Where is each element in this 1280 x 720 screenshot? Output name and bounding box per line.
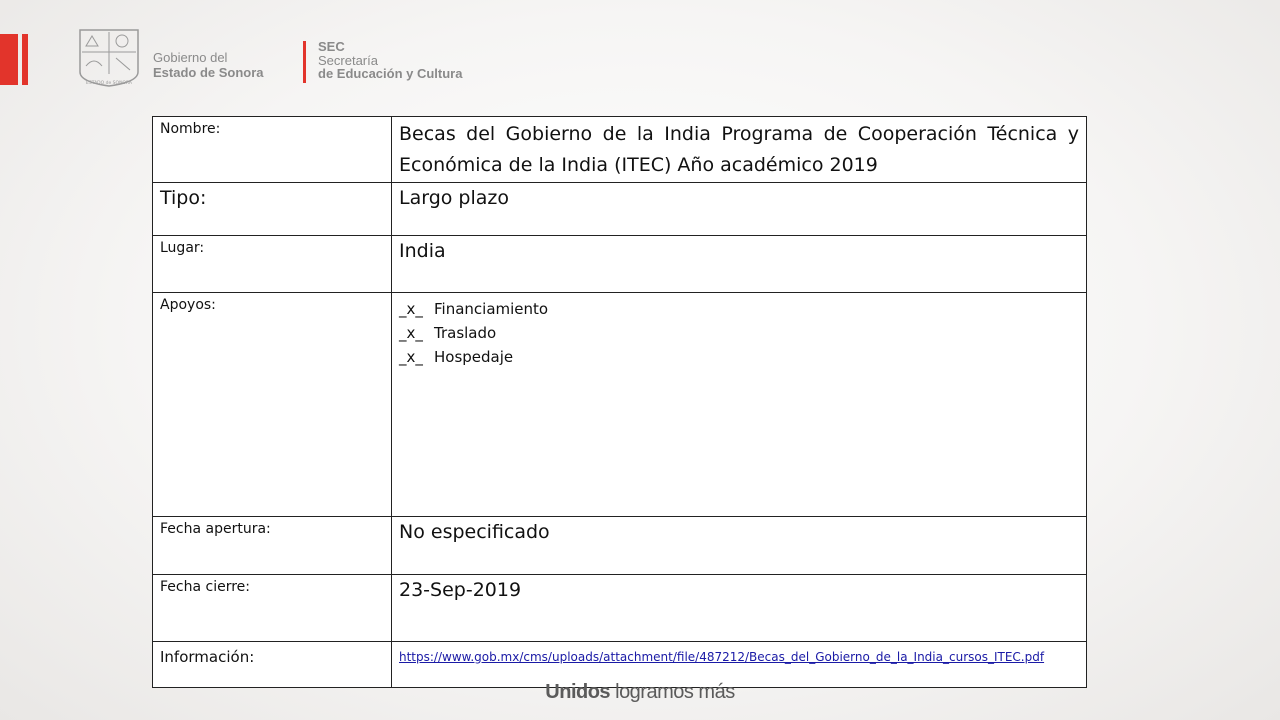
cierre-value: 23-Sep-2019 xyxy=(392,575,1087,642)
row-cierre xyxy=(153,575,1087,642)
tipo-label: Tipo: xyxy=(153,183,392,236)
list-item xyxy=(399,297,1079,321)
check-mark: _x_ xyxy=(399,300,423,318)
apoyos-list xyxy=(399,297,1079,369)
cierre-label: Fecha cierre: xyxy=(153,575,392,642)
sec-line3: de Educación y Cultura xyxy=(318,66,463,81)
row-tipo xyxy=(153,183,1087,236)
informacion-label: Información: xyxy=(153,642,392,688)
scholarship-info-table xyxy=(152,116,1087,688)
tipo-value: Largo plazo xyxy=(392,183,1087,236)
sec-acronym: SEC xyxy=(318,39,345,54)
sec-line2: Secretaría xyxy=(318,52,378,68)
apoyos-label: Apoyos: xyxy=(153,293,392,517)
red-accent-bars xyxy=(0,34,30,85)
government-line2: Estado de Sonora xyxy=(153,65,264,80)
nombre-label: Nombre: xyxy=(153,117,392,183)
government-line1: Gobierno del xyxy=(153,50,228,65)
apoyo-label: Hospedaje xyxy=(434,348,514,366)
government-name xyxy=(153,50,264,80)
lugar-value: India xyxy=(392,236,1087,293)
state-seal-logo xyxy=(76,28,142,88)
slogan-rest: logramos más xyxy=(610,681,735,703)
footer-slogan xyxy=(0,681,1280,704)
lugar-label: Lugar: xyxy=(153,236,392,293)
slogan-bold: Unidos xyxy=(545,681,611,703)
apertura-label: Fecha apertura: xyxy=(153,517,392,575)
sec-name xyxy=(318,40,462,81)
row-lugar xyxy=(153,236,1087,293)
check-mark: _x_ xyxy=(399,324,423,342)
row-nombre xyxy=(153,117,1087,183)
nombre-value: Becas del Gobierno de la India Programa de Cooperación Técnica y Económica de la India (ITEC) Año académico 2019 xyxy=(399,123,1079,176)
check-mark: _x_ xyxy=(399,348,423,366)
apoyo-label: Traslado xyxy=(434,324,497,342)
list-item xyxy=(399,345,1079,369)
seal-caption: ESTADO de SONORA xyxy=(86,81,132,86)
row-apoyos xyxy=(153,293,1087,517)
apoyo-label: Financiamiento xyxy=(434,300,549,318)
apertura-value: No especificado xyxy=(392,517,1087,575)
informacion-link[interactable]: https://www.gob.mx/cms/uploads/attachment/file/487212/Becas_del_Gobierno_de_la_India_cursos_ITEC.pdf xyxy=(399,650,1045,664)
row-apertura xyxy=(153,517,1087,575)
sec-divider xyxy=(303,41,306,83)
list-item xyxy=(399,321,1079,345)
